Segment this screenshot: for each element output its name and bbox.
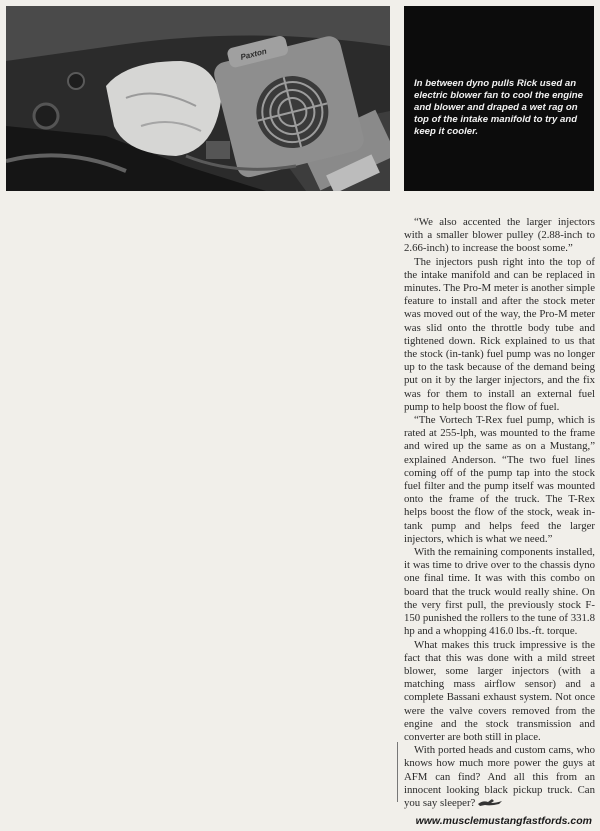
final-paragraph-text: With ported heads and custom cams, who knows how much more power the guys at AFM can find? And all this from an innocent looking black pickup truck. Can you say sleeper?: [404, 744, 595, 809]
photo-caption: In between dyno pulls Rick used an electric blower fan to cool the engine and blower and draped a wet rag on top of the intake manifold to try and keep it cooler.: [414, 78, 583, 137]
photo-caption-box: [404, 6, 594, 191]
engine-photo: [6, 6, 390, 191]
footer-website-url[interactable]: www.musclemustangfastfords.com: [415, 815, 592, 827]
article-paragraph: “We also accented the larger injectors with a smaller blower pulley (2.88-inch to 2.66-inch) to increase the boost some.”: [404, 216, 595, 255]
blower-logo: Paxton: [239, 46, 268, 62]
article-paragraph: What makes this truck impressive is the fact that this was done with a mild street blower, some larger injectors (with a matching mass airflow sensor) and a complete Bassani exhaust system. Not once were the valve covers removed from the engine and the stock transmission and converter are both still in place.: [404, 638, 595, 743]
article-paragraph: The injectors push right into the top of the intake manifold and can be replaced in minutes. The Pro-M meter is another simple feature to install and after the stock meter was moved out of the way, the Pro-M meter was slid onto the throttle body tube and tightened down. Rick explained to us that the stock (in-tank) fuel pump was no longer up to the task because of the demand being put on it by the larger injectors, and the fix was for them to install an external fuel pump to help boost the flow of fuel.: [404, 255, 595, 413]
article-paragraph-final: [404, 744, 595, 810]
column-divider: [397, 742, 398, 802]
engine-bay-illustration: [6, 6, 390, 191]
article-paragraph: “The Vortech T-Rex fuel pump, which is rated at 255-lph, was mounted to the frame and wired up the same as on a Mustang,” explained Anderson. “The two fuel lines coming off of the pump tap into the stock fuel filter and the pump itself was mounted onto the frame of the truck. The T-Rex helps boost the flow of the stock, weak in-tank pump and helps feed the larger injectors, which is what we need.”: [404, 414, 595, 545]
article-body: [404, 216, 595, 810]
mustang-pony-icon: [477, 797, 503, 807]
article-paragraph: With the remaining components installed, it was time to drive over to the chassis dyno one final time. It was with this combo on board that the truck would really shine. On the very first pull, the previously stock F-150 punished the rollers to the tune of 331.8 hp and a whopping 416.0 lbs.-ft. torque.: [404, 546, 596, 638]
